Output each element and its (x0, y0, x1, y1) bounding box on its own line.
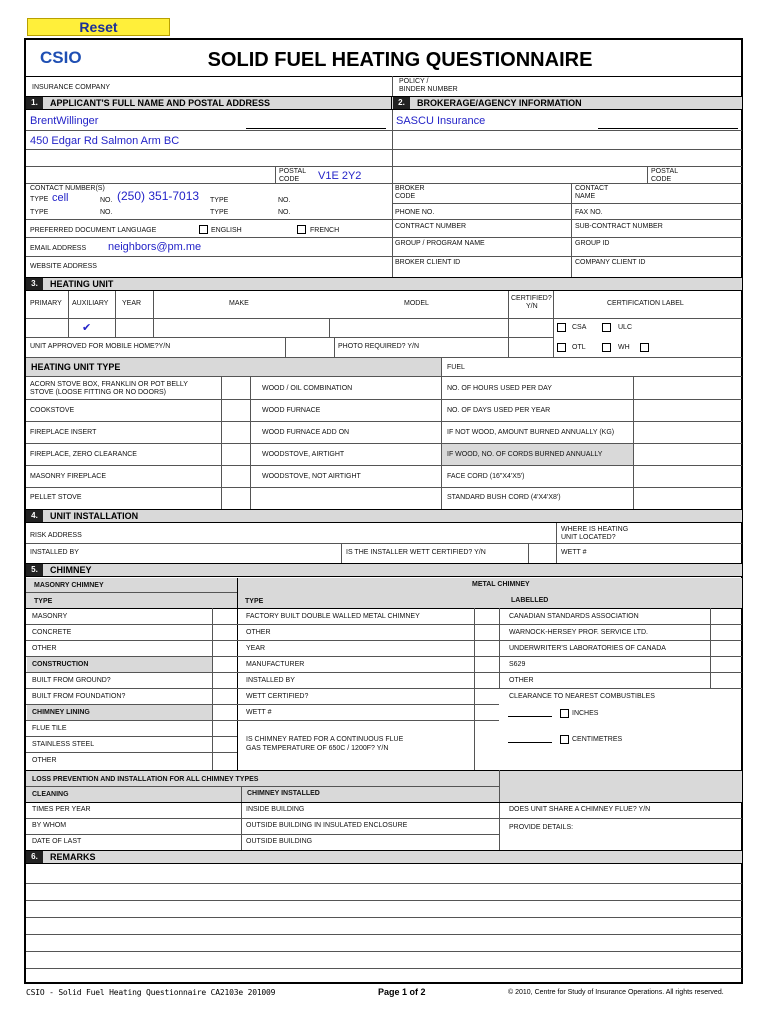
where-located-label-line2: UNIT LOCATED? (561, 534, 616, 541)
divider (26, 76, 742, 77)
divider (710, 608, 711, 688)
unit-type-fireplace-zero: FIREPLACE, ZERO CLEARANCE (30, 451, 137, 458)
clearance-label: CLEARANCE TO NEAREST COMBUSTIBLES (509, 693, 655, 700)
metal-chimney-label: METAL CHIMNEY (472, 581, 530, 588)
divider (153, 291, 154, 337)
divider (26, 183, 742, 184)
metal-year: YEAR (246, 645, 266, 652)
divider (237, 578, 238, 770)
divider (499, 818, 742, 819)
chimney-rated-line2: GAS TEMPERATURE OF 650C / 1200F? Y/N (246, 745, 389, 752)
inches-checkbox[interactable] (560, 709, 569, 718)
divider (499, 770, 500, 850)
footer-copyright: © 2010, Centre for Study of Insurance Operations. All rights reserved. (508, 989, 724, 996)
preferred-language-label: PREFERRED DOCUMENT LANGUAGE (30, 227, 157, 234)
metal-type-label: TYPE (245, 598, 264, 605)
divider (392, 203, 742, 204)
unit-type-masonry-fireplace: MASONRY FIREPLACE (30, 473, 106, 480)
section-3-title: HEATING UNIT (50, 279, 114, 289)
installer-wett-label: IS THE INSTALLER WETT CERTIFIED? Y/N (346, 549, 486, 556)
unit-type-wood-furnace: WOOD FURNACE (262, 407, 321, 414)
divider (26, 219, 742, 220)
divider (26, 720, 499, 721)
label-other: OTHER (509, 677, 534, 684)
section-1-2-header (26, 96, 742, 110)
reset-button[interactable] (27, 18, 170, 36)
remarks-line[interactable] (26, 917, 742, 918)
policy-label-line2: BINDER NUMBER (399, 86, 458, 93)
cords-burned-label: IF WOOD, NO. OF CORDS BURNED ANNUALLY (447, 451, 603, 458)
applicant-address-field[interactable]: 450 Edgar Rd Salmon Arm BC (30, 135, 180, 147)
unit-type-acorn-line2: STOVE (LOOSE FITTING OR NO DOORS) (30, 389, 166, 396)
csa-checkbox[interactable] (557, 323, 566, 332)
email-label: EMAIL ADDRESS (30, 245, 87, 252)
divider (647, 166, 648, 183)
divider (26, 608, 742, 609)
risk-address-label: RISK ADDRESS (30, 532, 82, 539)
section-2-number: 2. (393, 97, 410, 109)
label-underwriters: UNDERWRITER'S LABORATORIES OF CANADA (509, 645, 666, 652)
metal-wett-certified: WETT CERTIFIED? (246, 693, 309, 700)
wh-label: WH (618, 344, 630, 351)
csio-logo: CSIO (40, 48, 82, 67)
section-5-header (26, 563, 742, 577)
centimetres-checkbox[interactable] (560, 735, 569, 744)
unit-type-woodstove-not-airtight: WOODSTOVE, NOT AIRTIGHT (262, 473, 361, 480)
certified-label-line1: CERTIFIED? (511, 295, 552, 302)
divider (26, 818, 499, 819)
remarks-line[interactable] (26, 900, 742, 901)
section-4-number: 4. (26, 510, 43, 522)
unit-type-acorn-line1: ACORN STOVE BOX, FRANKLIN OR POT BELLY (30, 381, 188, 388)
heating-unit-type-title: HEATING UNIT TYPE (31, 362, 121, 372)
underline (598, 128, 738, 129)
chimney-subheader (26, 578, 742, 608)
divider (26, 421, 742, 422)
otl-label: OTL (572, 344, 586, 351)
divider (392, 76, 393, 96)
type-label: TYPE (30, 209, 49, 216)
chimney-rated-line1: IS CHIMNEY RATED FOR A CONTINUOUS FLUE (246, 736, 404, 743)
divider (26, 543, 742, 544)
policy-label-line1: POLICY / (399, 78, 429, 85)
section-4-title: UNIT INSTALLATION (50, 511, 139, 521)
divider (26, 487, 742, 488)
loss-prevention-label: LOSS PREVENTION AND INSTALLATION FOR ALL CHIMNEY TYPES (32, 776, 259, 783)
divider (26, 834, 499, 835)
masonry-type-masonry: MASONRY (32, 613, 68, 620)
by-whom-label: BY WHOM (32, 822, 67, 829)
auxiliary-label: AUXILIARY (72, 300, 109, 307)
divider (115, 291, 116, 337)
unit-type-fireplace-insert: FIREPLACE INSERT (30, 429, 97, 436)
installed-by-label: INSTALLED BY (30, 549, 79, 556)
divider (285, 337, 286, 357)
divider (528, 543, 529, 563)
divider (26, 752, 237, 753)
photo-required-label: PHOTO REQUIRED? Y/N (338, 343, 420, 350)
divider (553, 291, 554, 357)
divider (26, 399, 742, 400)
contact-numbers-label: CONTACT NUMBER(S) (30, 185, 105, 192)
type-label: TYPE (30, 196, 49, 203)
contract-number-label: CONTRACT NUMBER (395, 223, 467, 230)
fax-label: FAX NO. (575, 209, 603, 216)
section-4-header (26, 509, 742, 523)
unit-type-woodstove-airtight: WOODSTOVE, AIRTIGHT (262, 451, 345, 458)
french-label: FRENCH (310, 227, 340, 234)
website-label: WEBSITE ADDRESS (30, 263, 97, 270)
amount-burned-label: IF NOT WOOD, AMOUNT BURNED ANNUALLY (KG) (447, 429, 615, 436)
chimney-installed-label: CHIMNEY INSTALLED (247, 790, 320, 797)
ulc-label: ULC (618, 324, 633, 331)
postal-code-label-line1: POSTAL (279, 168, 307, 175)
other-cert-checkbox[interactable] (640, 343, 649, 352)
construction-label: CONSTRUCTION (32, 661, 89, 668)
unit-type-cookstove: COOKSTOVE (30, 407, 75, 414)
divider (391, 97, 392, 109)
section-1-number: 1. (26, 97, 43, 109)
outside-insulated-label: OUTSIDE BUILDING IN INSULATED ENCLOSURE (246, 822, 408, 829)
bush-cord-label: STANDARD BUSH CORD (4'X4'X8') (447, 494, 561, 501)
insurance-company-label: INSURANCE COMPANY (32, 84, 111, 91)
divider (334, 337, 335, 357)
provide-details-label: PROVIDE DETAILS: (509, 824, 574, 831)
unit-type-wood-furnace-addon: WOOD FURNACE ADD ON (262, 429, 350, 436)
section-2-title: BROKERAGE/AGENCY INFORMATION (417, 98, 582, 108)
inside-building-label: INSIDE BUILDING (246, 806, 305, 813)
inches-input-line[interactable] (508, 716, 552, 717)
divider (26, 376, 742, 377)
contact-name-label-line2: NAME (575, 193, 596, 200)
metal-manufacturer: MANUFACTURER (246, 661, 305, 668)
divider (26, 318, 742, 319)
divider (26, 256, 742, 257)
checkmark-icon: ✔ (82, 322, 92, 334)
otl-checkbox[interactable] (557, 343, 566, 352)
section-6-header (26, 850, 742, 864)
broker-postal-label-line1: POSTAL (651, 168, 679, 175)
hours-per-day-label: NO. OF HOURS USED PER DAY (447, 385, 552, 392)
section-5-number: 5. (26, 564, 43, 576)
unit-type-pellet-stove: PELLET STOVE (30, 494, 82, 501)
divider (26, 443, 742, 444)
broker-postal-label-line2: CODE (651, 176, 672, 183)
unit-type-wood-oil: WOOD / OIL COMBINATION (262, 385, 353, 392)
masonry-chimney-label: MASONRY CHIMNEY (34, 582, 104, 589)
chimney-lining-label: CHIMNEY LINING (32, 709, 90, 716)
divider (26, 640, 742, 641)
divider (26, 130, 742, 131)
divider (341, 543, 342, 563)
divider (571, 183, 572, 278)
metal-other: OTHER (246, 629, 271, 636)
masonry-type-other: OTHER (32, 645, 57, 652)
divider (329, 318, 330, 337)
divider (392, 110, 393, 278)
built-ground-label: BUILT FROM GROUND? (32, 677, 111, 684)
applicant-name-field[interactable]: BrentWillinger (30, 115, 99, 127)
certified-label-line2: Y/N (526, 303, 538, 310)
primary-label: PRIMARY (30, 300, 62, 307)
divider (26, 149, 742, 150)
divider (26, 166, 742, 167)
date-of-last-label: DATE OF LAST (32, 838, 82, 845)
divider (26, 736, 237, 737)
face-cord-label: FACE CORD (16"X4'X5') (447, 473, 525, 480)
make-label: MAKE (229, 300, 249, 307)
times-per-year-label: TIMES PER YEAR (32, 806, 91, 813)
group-id-label: GROUP ID (575, 240, 610, 247)
remarks-line[interactable] (26, 883, 742, 884)
divider (26, 237, 742, 238)
phone-label: PHONE NO. (395, 209, 435, 216)
reset-label: Reset (79, 19, 118, 35)
divider (499, 608, 500, 688)
divider (68, 291, 69, 337)
masonry-type-label: TYPE (34, 598, 53, 605)
divider (26, 802, 742, 803)
section-1-title: APPLICANT'S FULL NAME AND POSTAL ADDRESS (50, 98, 270, 108)
remarks-line[interactable] (26, 951, 742, 952)
fuel-label: FUEL (447, 364, 465, 371)
remarks-line[interactable] (26, 968, 742, 969)
section-6-number: 6. (26, 851, 43, 863)
company-client-id-label: COMPANY CLIENT ID (575, 259, 646, 266)
metal-installed-by: INSTALLED BY (246, 677, 295, 684)
metal-factory-built: FACTORY BUILT DOUBLE WALLED METAL CHIMNEY (246, 613, 420, 620)
divider (26, 688, 742, 689)
contact-type-field[interactable]: cell (52, 192, 69, 204)
divider (26, 786, 499, 787)
divider (26, 672, 742, 673)
section-6-title: REMARKS (50, 852, 96, 862)
group-program-label: GROUP / PROGRAM NAME (395, 240, 485, 247)
no-label: NO. (100, 209, 113, 216)
footer-page-number: Page 1 of 2 (378, 987, 426, 997)
postal-code-label-line2: CODE (279, 176, 300, 183)
english-checkbox[interactable] (199, 225, 208, 234)
divider (26, 592, 237, 593)
ulc-checkbox[interactable] (602, 323, 611, 332)
lining-stainless: STAINLESS STEEL (32, 741, 95, 748)
certification-label-label: CERTIFICATION LABEL (607, 300, 684, 307)
masonry-type-concrete: CONCRETE (32, 629, 72, 636)
days-per-year-label: NO. OF DAYS USED PER YEAR (447, 407, 551, 414)
label-warnock: WARNOCK-HERSEY PROF. SERVICE LTD. (509, 629, 648, 636)
metal-wett-number: WETT # (246, 709, 272, 716)
underline (246, 128, 386, 129)
remarks-line[interactable] (26, 934, 742, 935)
divider (26, 624, 742, 625)
year-label: YEAR (122, 300, 142, 307)
english-label: ENGLISH (211, 227, 242, 234)
labelled-label: LABELLED (511, 597, 549, 604)
subcontract-number-label: SUB-CONTRACT NUMBER (575, 223, 663, 230)
section-3-number: 3. (26, 278, 43, 290)
divider (474, 608, 475, 770)
model-label: MODEL (404, 300, 429, 307)
footer-form-id: CSIO - Solid Fuel Heating Questionnaire CA2103e 201009 (26, 988, 276, 997)
no-label: NO. (278, 197, 291, 204)
share-flue-label: DOES UNIT SHARE A CHIMNEY FLUE? Y/N (509, 806, 651, 813)
divider (275, 166, 276, 183)
centimetres-label: CENTIMETRES (572, 736, 623, 743)
section-5-title: CHIMNEY (50, 565, 92, 575)
contact-name-label-line1: CONTACT (575, 185, 609, 192)
lining-flue-tile: FLUE TILE (32, 725, 67, 732)
brokerage-name-field[interactable]: SASCU Insurance (396, 115, 486, 127)
where-located-label-line1: WHERE IS HEATING (561, 526, 629, 533)
label-s629: S629 (509, 661, 526, 668)
contact-number-field[interactable]: (250) 351-7013 (117, 189, 200, 203)
postal-code-field[interactable]: V1E 2Y2 (318, 170, 362, 182)
built-foundation-label: BUILT FROM FOUNDATION? (32, 693, 126, 700)
type-label: TYPE (210, 197, 229, 204)
broker-client-id-label: BROKER CLIENT ID (395, 259, 461, 266)
label-csa: CANADIAN STANDARDS ASSOCIATION (509, 613, 639, 620)
no-label: NO. (100, 197, 113, 204)
broker-code-label-line1: BROKER (395, 185, 425, 192)
divider (26, 337, 553, 338)
wett-number-label: WETT # (561, 549, 587, 556)
french-checkbox[interactable] (297, 225, 306, 234)
broker-code-label-line2: CODE (395, 193, 416, 200)
type-label: TYPE (210, 209, 229, 216)
divider (26, 465, 742, 466)
inches-label: INCHES (572, 710, 599, 717)
mobile-home-label: UNIT APPROVED FOR MOBILE HOME?Y/N (30, 343, 171, 350)
divider (212, 608, 213, 770)
wh-checkbox[interactable] (602, 343, 611, 352)
cleaning-label: CLEANING (32, 791, 69, 798)
divider (508, 291, 509, 357)
lining-other: OTHER (32, 757, 57, 764)
csa-label: CSA (572, 324, 587, 331)
page-title: SOLID FUEL HEATING QUESTIONNAIRE (207, 49, 593, 71)
outside-building-label: OUTSIDE BUILDING (246, 838, 313, 845)
no-label: NO. (278, 209, 291, 216)
section-3-header (26, 277, 742, 291)
centimetres-input-line[interactable] (508, 742, 552, 743)
email-field[interactable]: neighbors@pm.me (108, 241, 202, 253)
